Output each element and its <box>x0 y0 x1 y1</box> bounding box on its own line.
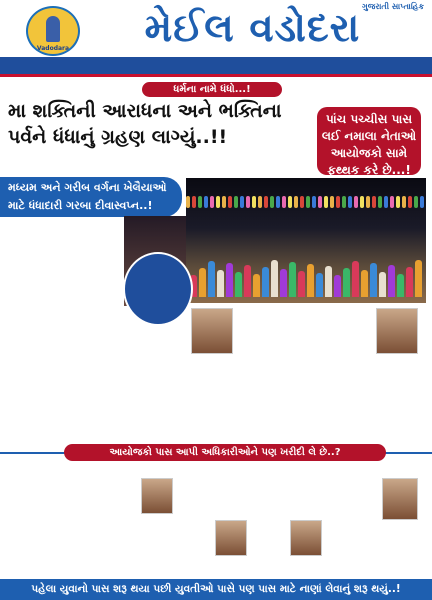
lantern-decoration <box>396 196 400 208</box>
lantern-decoration <box>342 196 346 208</box>
quote-bubble <box>123 252 193 326</box>
lantern-decoration <box>270 196 274 208</box>
dancer-figure <box>199 268 206 297</box>
dancer-figure <box>280 269 287 297</box>
lantern-decoration <box>258 196 262 208</box>
dancer-figure <box>262 267 269 297</box>
lantern-decoration <box>318 196 322 208</box>
dancer-figure <box>370 263 377 297</box>
person-photo-1 <box>141 478 173 514</box>
lantern-decoration <box>228 196 232 208</box>
lead-column-2 <box>6 288 122 438</box>
dancer-figure <box>208 261 215 297</box>
lantern-decoration <box>246 196 250 208</box>
lantern-decoration <box>252 196 256 208</box>
lantern-decoration <box>366 196 370 208</box>
lantern-decoration <box>234 196 238 208</box>
lantern-decoration <box>390 196 394 208</box>
profile-text-2 <box>314 306 374 366</box>
lantern-decoration <box>354 196 358 208</box>
dancer-figure <box>298 271 305 297</box>
lantern-decoration <box>264 196 268 208</box>
lantern-decoration <box>240 196 244 208</box>
lantern-decoration <box>384 196 388 208</box>
lantern-decoration <box>336 196 340 208</box>
lantern-decoration <box>222 196 226 208</box>
garba-photo <box>186 178 426 303</box>
lantern-decoration <box>282 196 286 208</box>
subheadline: મધ્યમ અને ગરીબ વર્ગના ખેલૈયાઓ માટે ધંધાદારી ગરબા દીવાસ્વપ્ન..! <box>0 177 182 217</box>
dancer-figure <box>289 262 296 297</box>
person-photo-3 <box>290 520 322 556</box>
dancer-figure <box>379 272 386 297</box>
lantern-decoration <box>378 196 382 208</box>
dancer-figure <box>397 274 404 297</box>
dancer-figure <box>406 267 413 297</box>
dancer-figure <box>217 270 224 297</box>
masthead <box>0 0 432 56</box>
profile-text-1 <box>234 306 312 366</box>
lantern-decoration <box>420 196 424 208</box>
logo-icon <box>26 6 80 56</box>
dancer-figure <box>388 265 395 297</box>
logo-label: Vadodara <box>36 45 70 52</box>
lantern-decoration <box>216 196 220 208</box>
lantern-decoration <box>276 196 280 208</box>
dancer-figure <box>253 274 260 297</box>
dancer-figure <box>271 260 278 297</box>
profile-photo-2 <box>376 308 418 354</box>
lantern-decoration <box>300 196 304 208</box>
person-photo-2 <box>215 520 247 556</box>
lead-headline: મા શક્તિની આરાધના અને ભક્તિના પર્વને ધંધાનું ગ્રહણ લાગ્યું..!! <box>8 100 282 148</box>
lantern-decoration <box>192 196 196 208</box>
lantern-decoration <box>348 196 352 208</box>
lantern-decoration <box>186 196 190 208</box>
second-column-1 <box>6 464 136 576</box>
footer-headline: પહેલા યુવાનો પાસ શરૂ થયા પછી યુવતીઓ પાસે પણ પાસ માટે નાણાં લેવાનું શરૂ થયું..! <box>0 579 432 600</box>
lead-column-3 <box>124 330 186 438</box>
info-bar <box>0 57 432 74</box>
lantern-decoration <box>198 196 202 208</box>
lead-column-1 <box>6 218 122 288</box>
lantern-decoration <box>408 196 412 208</box>
lantern-decoration <box>324 196 328 208</box>
lantern-decoration <box>414 196 418 208</box>
dancer-figure <box>226 263 233 297</box>
sidebar-callout: પાંચ પચ્ચીસ પાસ લઈ નમાલા નેતાઓ આયોજકો સામે ફથ્થક કરે છે...! <box>317 107 421 175</box>
dancer-figure <box>415 260 422 297</box>
lantern-decoration <box>204 196 208 208</box>
lantern-decoration <box>294 196 298 208</box>
divider <box>0 74 432 77</box>
newspaper-title: મેઈલ વડોદરા <box>144 6 361 51</box>
lantern-decoration <box>288 196 292 208</box>
lantern-decoration <box>372 196 376 208</box>
lantern-decoration <box>330 196 334 208</box>
dancer-figure <box>235 272 242 297</box>
lantern-decoration <box>210 196 214 208</box>
dancer-figure <box>361 270 368 297</box>
dancer-figure <box>316 273 323 297</box>
dancer-figure <box>343 268 350 297</box>
dancer-figure <box>307 264 314 297</box>
kicker-banner: ધર્મના નામે ધંધો...! <box>142 82 282 97</box>
profile-photo-1 <box>191 308 233 354</box>
dancer-figure <box>334 275 341 297</box>
profiles-body <box>190 366 426 442</box>
tagline: ગુજરાતી સાપ્તાહિક <box>361 2 424 11</box>
second-headline: આયોજકો પાસ આપી અધિકારીઓને પણ ખરીદી લે છે..? <box>64 444 386 461</box>
lantern-decoration <box>360 196 364 208</box>
dancer-figure <box>352 261 359 297</box>
second-headline-banner <box>0 444 432 461</box>
dancer-figure <box>325 266 332 297</box>
lantern-decoration <box>306 196 310 208</box>
lantern-decoration <box>312 196 316 208</box>
dancer-figure <box>244 265 251 297</box>
lantern-decoration <box>402 196 406 208</box>
person-photo-4 <box>382 478 418 520</box>
